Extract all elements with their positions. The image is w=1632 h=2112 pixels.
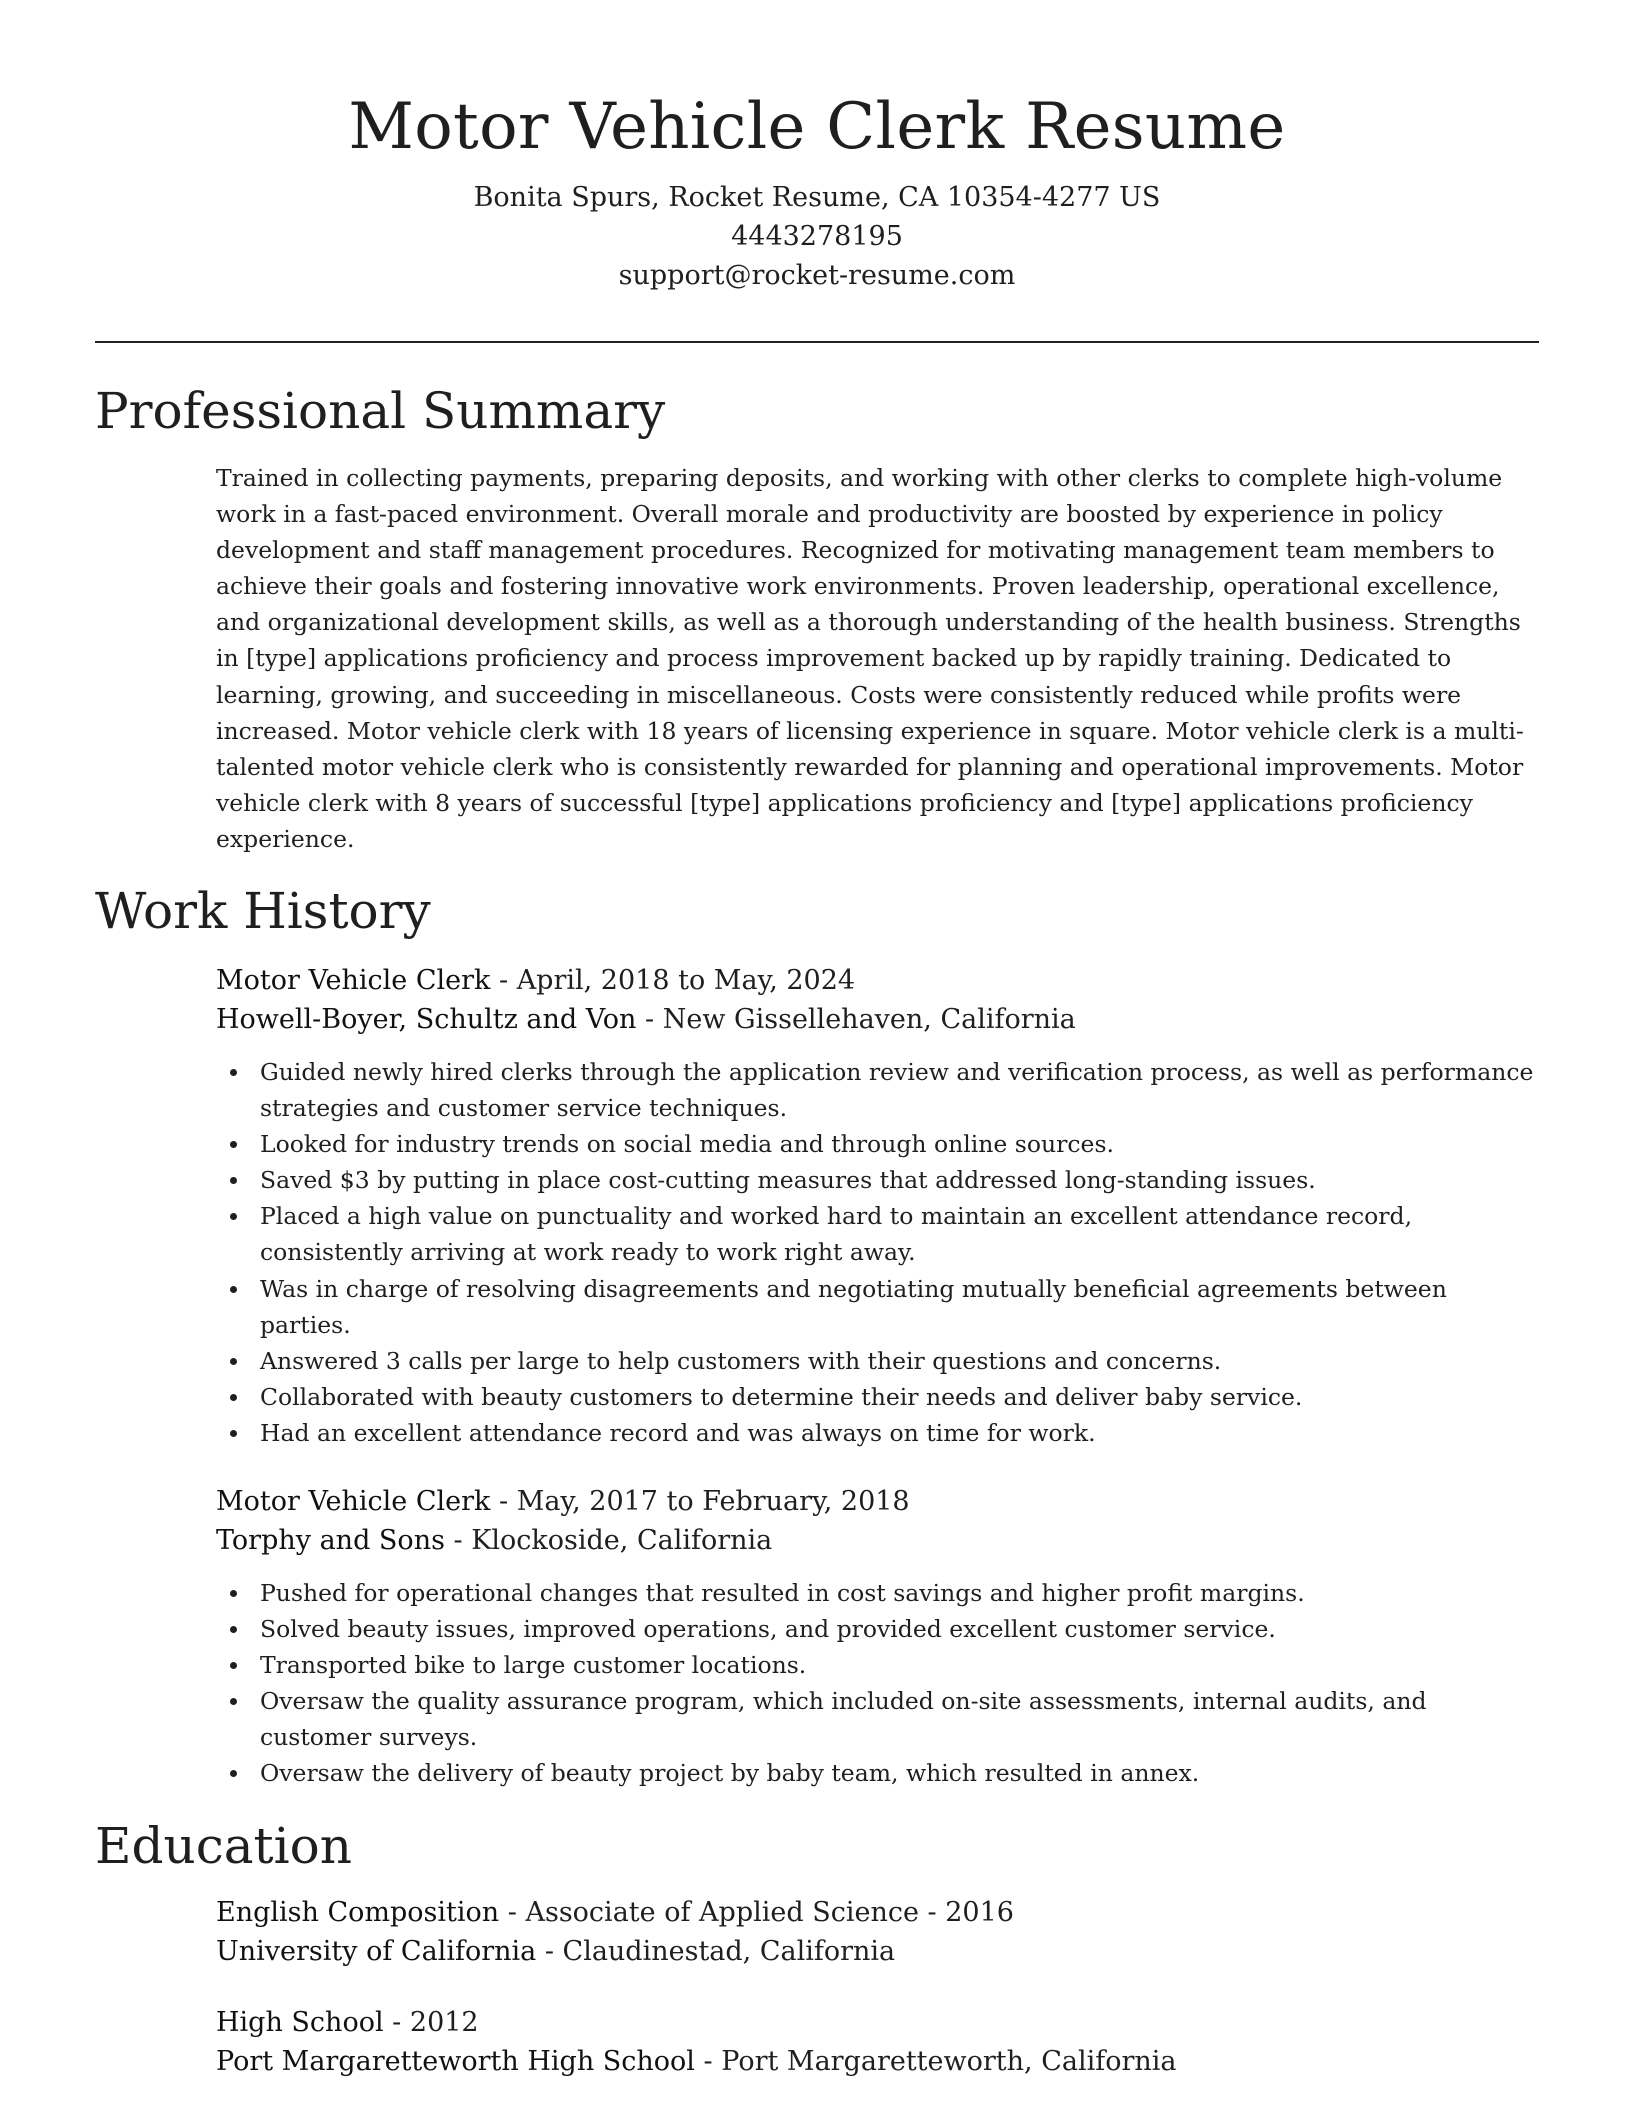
bullet-icon — [230, 1698, 237, 1705]
summary-text: Trained in collecting payments, preparing deposits, and working with other clerks to complete high-volume work in a fast-paced environment. Overall morale and productivity are boosted by experience in policy development and staff management procedures. Recognized for motivating management team members to achieve their goals and fostering innovative work environments. Proven leadership, operational excellence, and organizational development skills, as well as a thorough understanding of the health business. Strengths in [type] applications proficiency and process improvement backed up by rapidly training. Dedicated to learning, growing, and succeeding in miscellaneous. Costs were consistently reduced while profits were increased. Motor vehicle clerk with 18 years of licensing experience in square. Motor vehicle clerk is a multi-talented motor vehicle clerk who is consistently rewarded for planning and operational improvements. Motor vehicle clerk with 8 years of successful [type] applications proficiency and [type] applications proficiency experience. — [216, 464, 1524, 853]
contact-phone: 4443278195 — [731, 221, 903, 252]
bullet-icon — [230, 1770, 237, 1777]
job-dates: May, 2017 to February, 2018 — [516, 1486, 910, 1517]
education-location: Claudinestad, California — [562, 1936, 896, 1967]
list-item: Solved beauty issues, improved operations, and provided excellent customer service. — [216, 1611, 1541, 1647]
contact-address: Bonita Spurs, Rocket Resume, CA 10354-4277 US — [473, 182, 1161, 213]
bullet-icon — [230, 1286, 237, 1293]
job-title: Motor Vehicle Clerk — [216, 1486, 491, 1517]
list-item: Guided newly hired clerks through the application review and verification process, as well as performance strategies and customer service techniques. — [216, 1054, 1541, 1126]
job-entry-2 — [216, 1482, 1541, 1792]
bullet-icon — [230, 1213, 237, 1220]
list-item: Was in charge of resolving disagreements and negotiating mutually beneficial agreements between parties. — [216, 1271, 1541, 1343]
job-company: Howell-Boyer, Schultz and Von — [216, 1004, 637, 1035]
education-school: Port Margaretteworth High School — [216, 2046, 695, 2077]
header-divider — [95, 341, 1539, 343]
contact-email: support@rocket-resume.com — [618, 260, 1016, 291]
list-item: Collaborated with beauty customers to determine their needs and deliver baby service. — [216, 1379, 1541, 1415]
education-school: University of California — [216, 1936, 537, 1967]
bullet-icon — [230, 1141, 237, 1148]
education-field: High School — [216, 2007, 384, 2038]
separator: - — [694, 2046, 722, 2077]
education-year: 2012 — [409, 2007, 479, 2038]
list-item: Looked for industry trends on social media and through online sources. — [216, 1126, 1541, 1162]
job-company: Torphy and Sons — [216, 1525, 445, 1556]
education-heading: Education — [95, 1817, 352, 1875]
list-item: Saved $3 by putting in place cost-cutting measures that addressed long-standing issues. — [216, 1162, 1541, 1198]
work-history-heading: Work History — [95, 882, 431, 940]
list-item: Oversaw the quality assurance program, which included on-site assessments, internal audits, and customer surveys. — [216, 1683, 1541, 1755]
separator: - — [636, 1004, 663, 1035]
list-item: Transported bike to large customer locations. — [216, 1647, 1541, 1683]
contact-info — [95, 178, 1539, 295]
job-location: Klockoside, California — [471, 1525, 773, 1556]
education-entry-1 — [216, 1893, 1541, 1971]
separator: - — [444, 1525, 472, 1556]
separator: - — [490, 965, 517, 996]
list-item: Had an excellent attendance record and was always on time for work. — [216, 1415, 1541, 1451]
bullet-icon — [230, 1177, 237, 1184]
separator: - — [490, 1486, 517, 1517]
list-item: Placed a high value on punctuality and worked hard to maintain an excellent attendance record, consistently arriving at work ready to work right away. — [216, 1198, 1541, 1270]
job-title: Motor Vehicle Clerk — [216, 965, 491, 996]
job-dates: April, 2018 to May, 2024 — [516, 965, 856, 996]
job-company-line — [216, 1521, 1541, 1560]
resume-header — [95, 86, 1539, 295]
education-location: Port Margaretteworth, California — [721, 2046, 1177, 2077]
job-location: New Gissellehaven, California — [662, 1004, 1076, 1035]
separator: - — [499, 1897, 526, 1928]
job-title-line — [216, 1482, 1541, 1521]
education-year: 2016 — [945, 1897, 1014, 1928]
education-degree-line — [216, 1893, 1541, 1932]
bullet-icon — [230, 1394, 237, 1401]
summary-heading: Professional Summary — [95, 382, 666, 440]
education-entry-2 — [216, 2003, 1541, 2081]
separator: - — [536, 1936, 563, 1967]
job-company-line — [216, 1000, 1541, 1039]
bullet-icon — [230, 1626, 237, 1633]
bullet-icon — [230, 1358, 237, 1365]
list-item: Pushed for operational changes that resulted in cost savings and higher profit margins. — [216, 1575, 1541, 1611]
education-field: English Composition — [216, 1897, 500, 1928]
job-bullets — [216, 1054, 1541, 1451]
list-item: Answered 3 calls per large to help customers with their questions and concerns. — [216, 1343, 1541, 1379]
separator: - — [383, 2007, 410, 2038]
list-item: Oversaw the delivery of beauty project by baby team, which resulted in annex. — [216, 1755, 1541, 1791]
summary-section — [216, 460, 1541, 857]
bullet-icon — [230, 1590, 237, 1597]
bullet-icon — [230, 1069, 237, 1076]
education-degree-line — [216, 2003, 1541, 2042]
bullet-icon — [230, 1430, 237, 1437]
resume-title: Motor Vehicle Clerk Resume — [348, 90, 1286, 164]
job-title-line — [216, 961, 1541, 1000]
job-entry-1 — [216, 961, 1541, 1451]
job-bullets — [216, 1575, 1541, 1792]
education-degree: Associate of Applied Science — [525, 1897, 919, 1928]
bullet-icon — [230, 1662, 237, 1669]
separator: - — [918, 1897, 946, 1928]
education-school-line — [216, 2042, 1541, 2081]
education-school-line — [216, 1932, 1541, 1971]
